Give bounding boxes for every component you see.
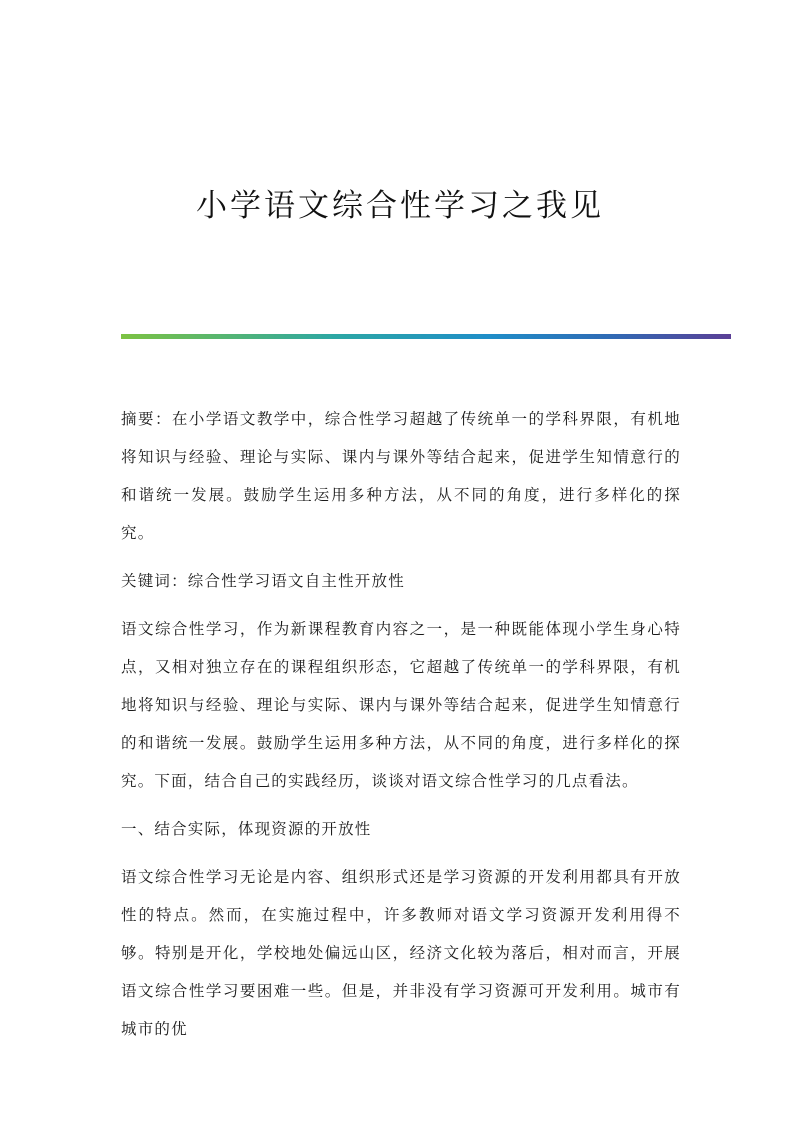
keywords-paragraph: 关键词：综合性学习语文自主性开放性 — [121, 572, 405, 590]
document-body — [121, 400, 681, 1058]
abstract-paragraph: 摘要：在小学语文教学中，综合性学习超越了传统单一的学科界限，有机地将知识与经验、理论与实际、课内与课外等结合起来，促进学生知情意行的和谐统一发展。鼓励学生运用多种方法，从不同的角度，进行多样化的探究。 — [121, 410, 681, 542]
section-1-paragraph: 语文综合性学习无论是内容、组织形式还是学习资源的开发利用都具有开放性的特点。然而，在实施过程中，许多教师对语文学习资源开发利用得不够。特别是开化，学校地处偏远山区，经济文化较为落后，相对而言，开展语文综合性学习要困难一些。但是，并非没有学习资源可开发利用。城市有城市的优 — [121, 868, 681, 1038]
section-heading-1: 一、结合实际，体现资源的开放性 — [121, 820, 372, 838]
intro-paragraph: 语文综合性学习，作为新课程教育内容之一，是一种既能体现小学生身心特点，又相对独立存在的课程组织形态，它超越了传统单一的学科界限，有机地将知识与经验、理论与实际、课内与课外等结合起来，促进学生知情意行的和谐统一发展。鼓励学生运用多种方法，从不同的角度，进行多样化的探究。下面，结合自己的实践经历，谈谈对语文综合性学习的几点看法。 — [121, 620, 681, 790]
gradient-divider — [121, 334, 731, 339]
document-title: 小学语文综合性学习之我见 — [196, 188, 604, 224]
